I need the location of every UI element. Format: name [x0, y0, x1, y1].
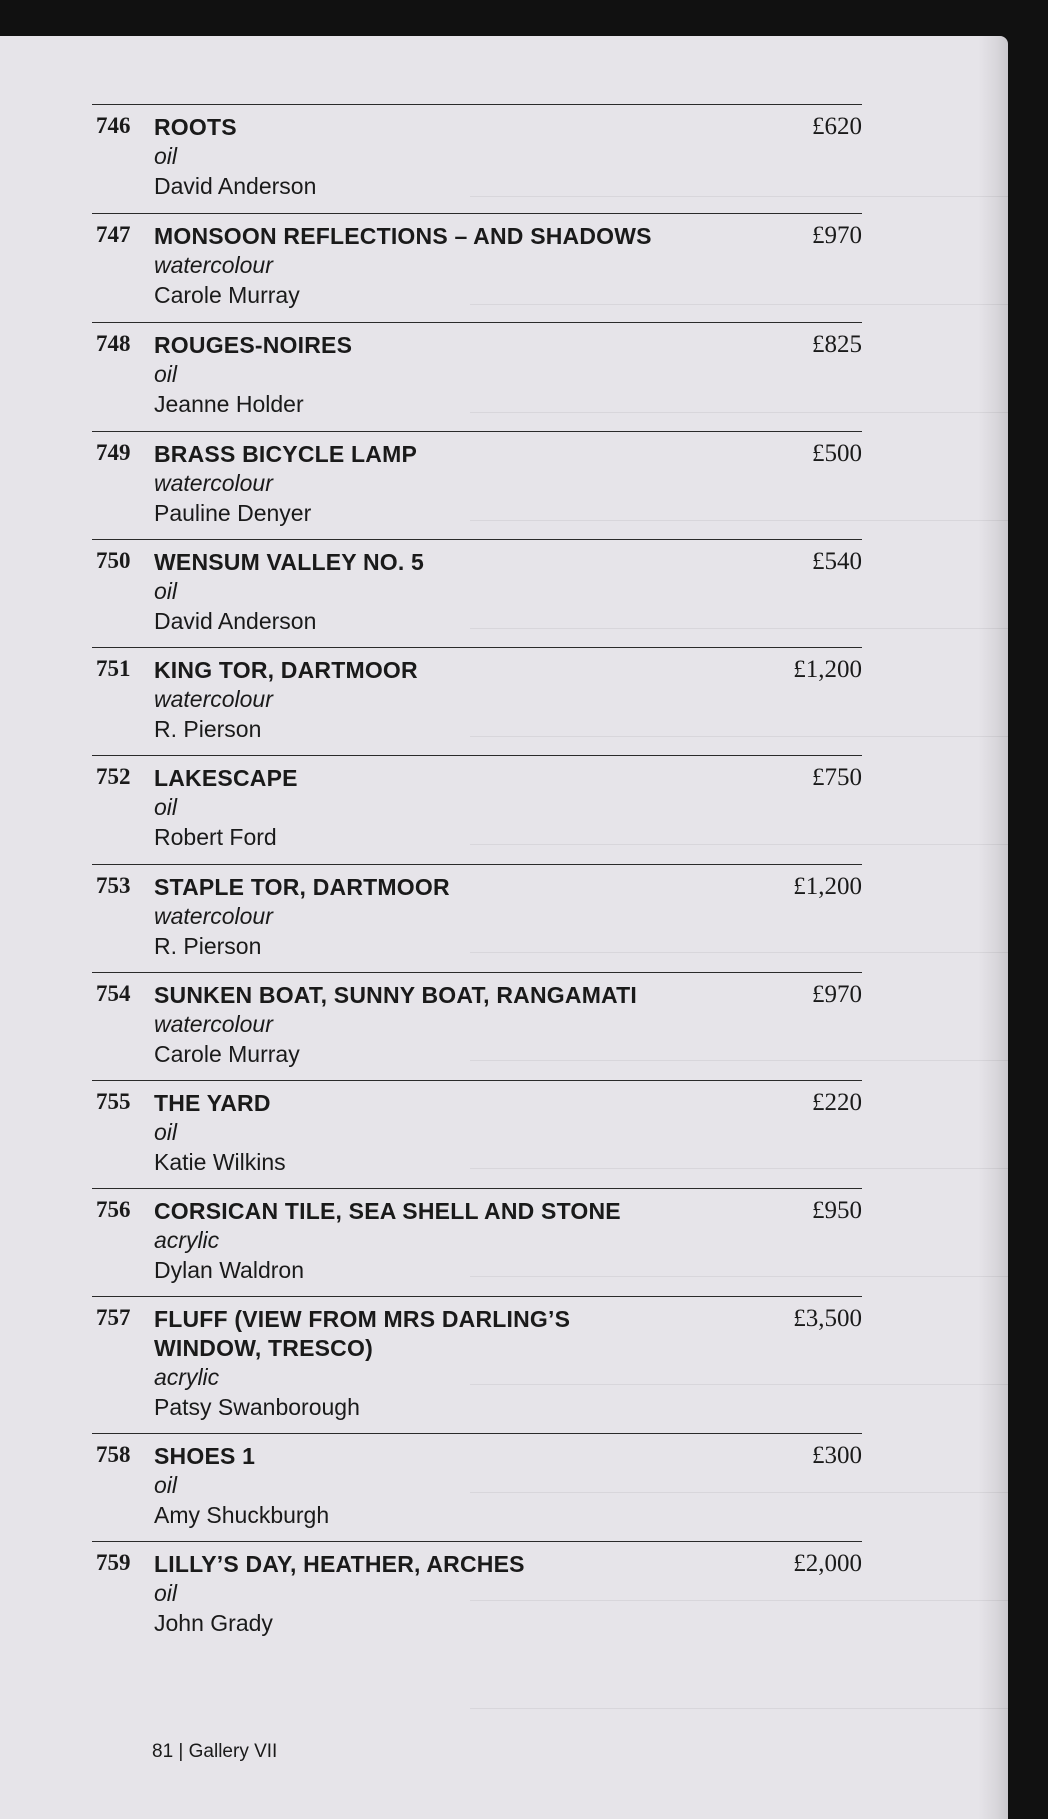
entry-medium: acrylic — [154, 1364, 220, 1390]
entry-title: SUNKEN BOAT, SUNNY BOAT, RANGAMATI — [154, 982, 637, 1008]
catalogue-entry — [92, 864, 862, 973]
entry-number: 747 — [96, 222, 131, 247]
entry-price: £1,200 — [793, 656, 862, 683]
entry-number: 757 — [96, 1305, 131, 1330]
entry-medium: watercolour — [154, 252, 273, 278]
entry-title: BRASS BICYCLE LAMP — [154, 441, 418, 467]
page-spine-shadow — [978, 36, 1008, 1819]
entry-price: £620 — [812, 113, 862, 140]
entry-artist: Carole Murray — [154, 282, 300, 308]
entry-artist: R. Pierson — [154, 716, 262, 742]
entry-artist: Katie Wilkins — [154, 1149, 286, 1175]
entry-artist: Robert Ford — [154, 824, 277, 850]
entry-medium: oil — [154, 794, 178, 820]
entry-medium: watercolour — [154, 1011, 273, 1037]
catalogue-entry — [92, 1541, 862, 1650]
entry-number: 746 — [96, 113, 131, 138]
footer-separator: | — [178, 1741, 184, 1762]
entry-medium: oil — [154, 143, 178, 169]
entry-number: 754 — [96, 981, 131, 1006]
entry-artist: Amy Shuckburgh — [154, 1502, 330, 1528]
entry-artist: Carole Murray — [154, 1041, 300, 1067]
catalogue-entry — [92, 322, 862, 431]
entry-price: £970 — [812, 981, 862, 1008]
entry-number: 749 — [96, 440, 131, 465]
catalogue-entry — [92, 972, 862, 1081]
entry-medium: watercolour — [154, 470, 273, 496]
entry-medium: watercolour — [154, 686, 273, 712]
entry-number: 755 — [96, 1089, 131, 1114]
entry-number: 753 — [96, 873, 131, 898]
entry-title: ROOTS — [154, 114, 237, 140]
catalogue-entry — [92, 1296, 862, 1434]
entry-title: THE YARD — [154, 1090, 271, 1116]
entry-artist: Pauline Denyer — [154, 500, 312, 526]
catalogue-entry — [92, 1080, 862, 1189]
entry-price: £750 — [812, 764, 862, 791]
entry-price: £2,000 — [793, 1550, 862, 1577]
entry-price: £500 — [812, 440, 862, 467]
entry-artist: R. Pierson — [154, 933, 262, 959]
entry-title: KING TOR, DARTMOOR — [154, 657, 418, 683]
catalogue-entry — [92, 539, 862, 648]
catalogue-entry — [92, 755, 862, 864]
entry-price: £950 — [812, 1197, 862, 1224]
entry-price: £825 — [812, 331, 862, 358]
catalogue-entry — [92, 104, 862, 213]
entry-price: £1,200 — [793, 873, 862, 900]
catalogue-page — [0, 36, 1008, 1819]
entry-title: ROUGES-NOIRES — [154, 332, 353, 358]
entry-price: £220 — [812, 1089, 862, 1116]
entry-title: MONSOON REFLECTIONS – AND SHADOWS — [154, 223, 652, 249]
entry-medium: acrylic — [154, 1227, 220, 1253]
entry-price: £300 — [812, 1442, 862, 1469]
entry-title: LAKESCAPE — [154, 765, 298, 791]
entry-artist: Jeanne Holder — [154, 391, 304, 417]
entry-number: 752 — [96, 764, 131, 789]
entry-price: £540 — [812, 548, 862, 575]
entry-artist: Patsy Swanborough — [154, 1394, 360, 1420]
entry-title: WENSUM VALLEY NO. 5 — [154, 549, 425, 575]
section-name: Gallery VII — [188, 1741, 278, 1762]
entry-number: 750 — [96, 548, 131, 573]
catalogue-entry — [92, 647, 862, 756]
entry-title: SHOES 1 — [154, 1443, 256, 1469]
entry-medium: oil — [154, 361, 178, 387]
entry-artist: Dylan Waldron — [154, 1257, 304, 1283]
entry-artist: David Anderson — [154, 608, 317, 634]
entry-title: CORSICAN TILE, SEA SHELL AND STONE — [154, 1198, 621, 1224]
entry-number: 748 — [96, 331, 131, 356]
entry-artist: John Grady — [154, 1610, 273, 1636]
catalogue-entry — [92, 431, 862, 540]
entry-number: 758 — [96, 1442, 131, 1467]
entry-price: £3,500 — [793, 1305, 862, 1332]
page-number: 81 — [152, 1741, 174, 1762]
entry-price: £970 — [812, 222, 862, 249]
entry-medium: oil — [154, 1580, 178, 1606]
entry-artist: David Anderson — [154, 173, 317, 199]
entry-number: 751 — [96, 656, 131, 681]
catalogue-entry — [92, 1188, 862, 1297]
catalogue-entry — [92, 213, 862, 322]
entry-medium: oil — [154, 578, 178, 604]
entry-title: LILLY’S DAY, HEATHER, ARCHES — [154, 1551, 525, 1577]
page-footer — [152, 1741, 277, 1763]
entry-number: 756 — [96, 1197, 131, 1222]
catalogue-entry — [92, 1433, 862, 1542]
entry-medium: watercolour — [154, 903, 273, 929]
entry-title: STAPLE TOR, DARTMOOR — [154, 874, 450, 900]
entry-title: FLUFF (VIEW FROM MRS DARLING’S WINDOW, TRESCO) — [154, 1306, 571, 1361]
entry-medium: oil — [154, 1472, 178, 1498]
entry-medium: oil — [154, 1119, 178, 1145]
entry-number: 759 — [96, 1550, 131, 1575]
